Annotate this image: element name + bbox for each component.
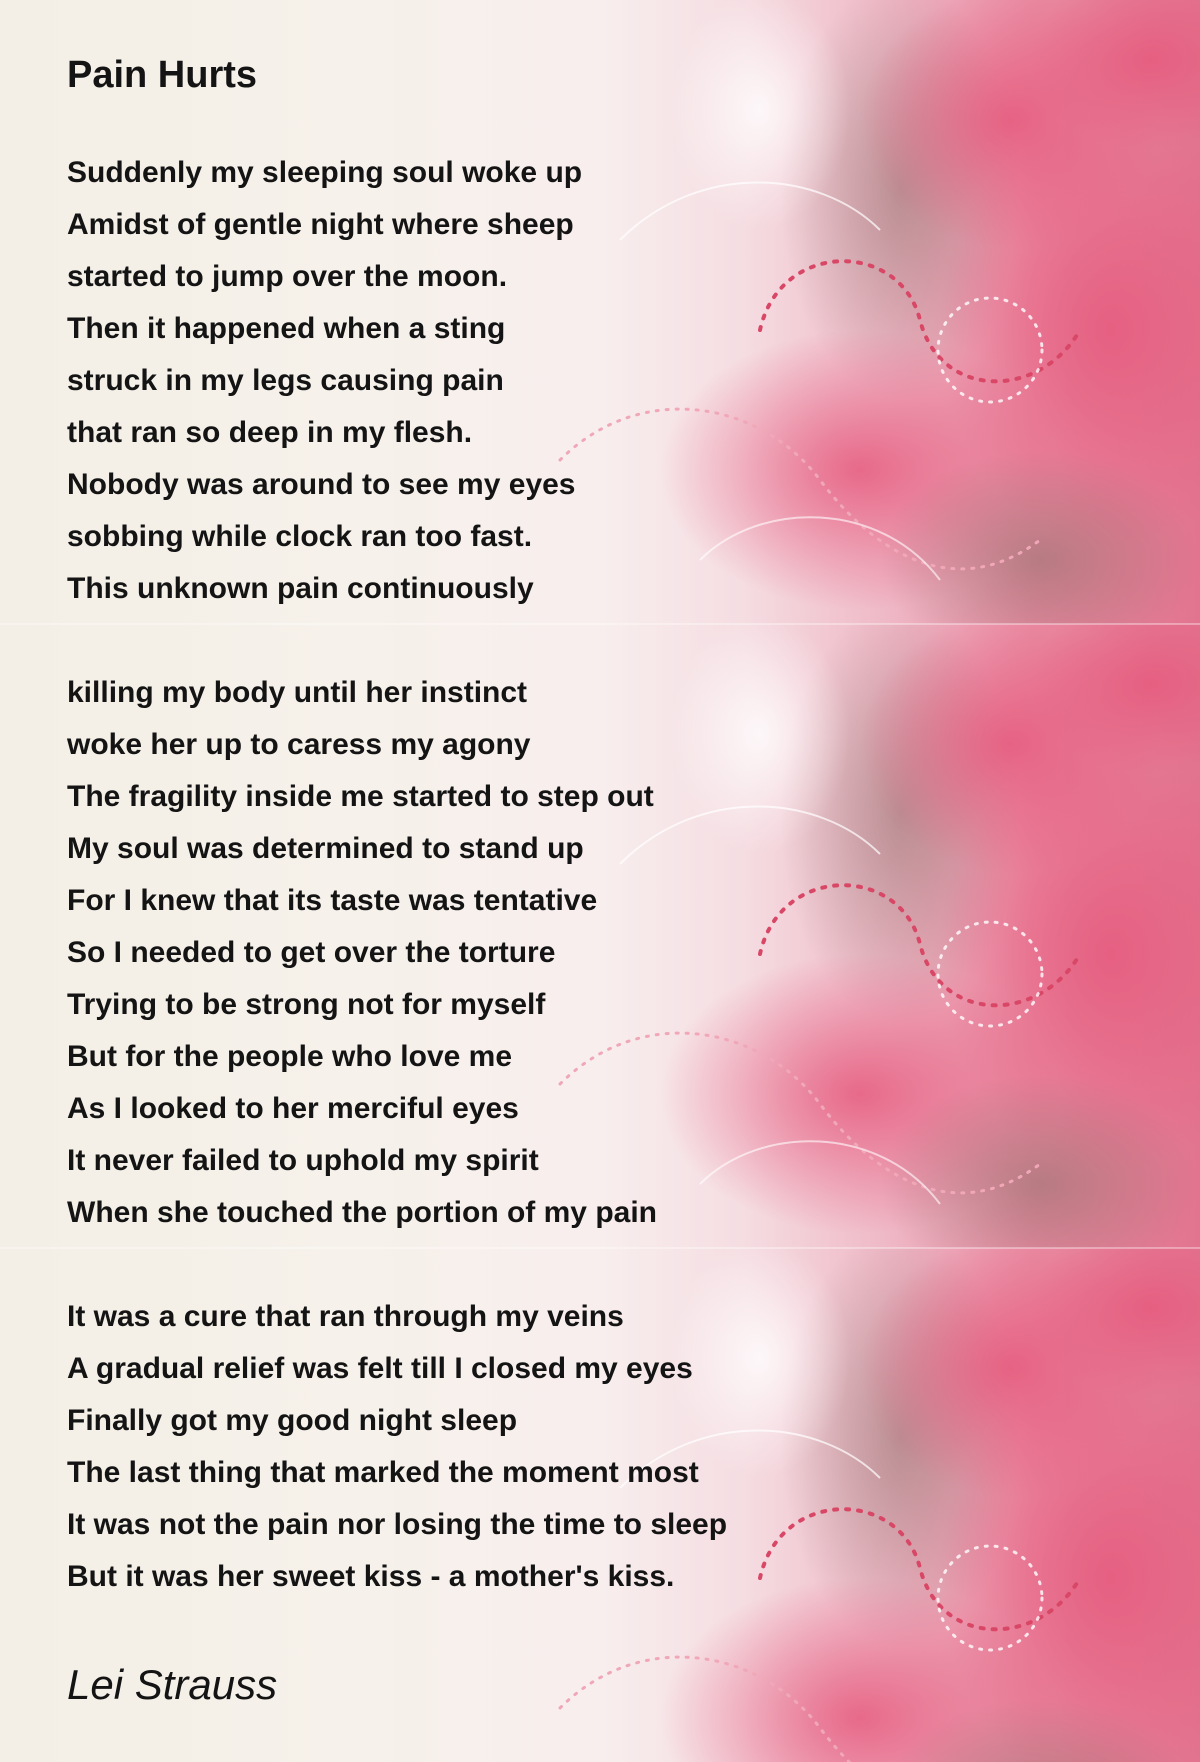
poem-line: So I needed to get over the torture <box>67 936 556 969</box>
poem-line: For I knew that its taste was tentative <box>67 884 598 917</box>
poem-line: Then it happened when a sting <box>67 312 506 345</box>
poem-line: Trying to be strong not for myself <box>67 988 546 1021</box>
poem-line: struck in my legs causing pain <box>67 364 504 397</box>
poem-line: The fragility inside me started to step out <box>67 780 654 813</box>
poem-line: My soul was determined to stand up <box>67 832 584 865</box>
poem-line: started to jump over the moon. <box>67 260 508 293</box>
poem-line: woke her up to caress my agony <box>67 728 531 761</box>
poem-line: The last thing that marked the moment most <box>67 1456 699 1489</box>
poem-line: Suddenly my sleeping soul woke up <box>67 156 583 189</box>
poem-author: Lei Strauss <box>67 1661 278 1708</box>
poem-line: Amidst of gentle night where sheep <box>67 208 574 241</box>
poem-line: But it was her sweet kiss - a mother's kiss. <box>67 1560 675 1593</box>
poem-line: But for the people who love me <box>67 1040 513 1073</box>
poem-line: A gradual relief was felt till I closed my eyes <box>67 1352 693 1385</box>
poem-line: As I looked to her merciful eyes <box>67 1092 519 1125</box>
poem-line: Nobody was around to see my eyes <box>67 468 576 501</box>
poem-line: that ran so deep in my flesh. <box>67 416 473 449</box>
poem-line: It was not the pain nor losing the time to sleep <box>67 1508 728 1541</box>
poem-title: Pain Hurts <box>67 54 258 96</box>
poem-body <box>67 147 727 1603</box>
poem-line: This unknown pain continuously <box>67 572 534 605</box>
stanza-break <box>67 1239 727 1291</box>
stanza-break <box>67 615 727 667</box>
poem-line: killing my body until her instinct <box>67 676 528 709</box>
poem-line: When she touched the portion of my pain <box>67 1196 657 1229</box>
poem-line: sobbing while clock ran too fast. <box>67 520 533 553</box>
poem-line: It never failed to uphold my spirit <box>67 1144 539 1177</box>
poem-line: It was a cure that ran through my veins <box>67 1300 624 1333</box>
poem-line: Finally got my good night sleep <box>67 1404 518 1437</box>
